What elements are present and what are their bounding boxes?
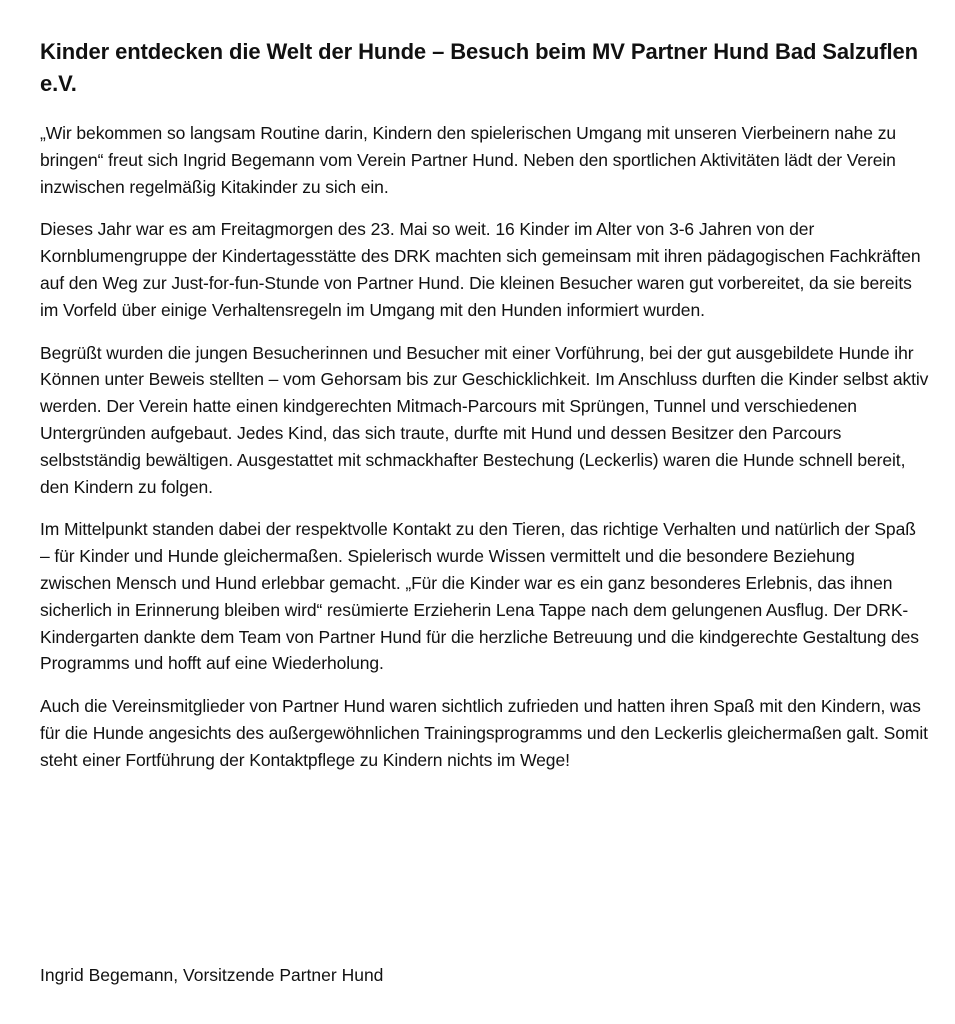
paragraph-visit: Dieses Jahr war es am Freitagmorgen des 23. Mai so weit. 16 Kinder im Alter von 3-6 Jahren von der Kornblumengruppe der Kindertagesstätte des DRK machten sich gemeinsam mit ihren pädagogischen Fachkräften auf den Weg zur Just-for-fun-Stunde von Partner Hund. Die kleinen Besucher waren gut vorbereitet, da sie bereits im Vorfeld über einige Verhaltensregeln im Umgang mit den Hunden informiert wurden. <box>40 219 921 320</box>
paragraph-closing: Auch die Vereinsmitglieder von Partner Hund waren sichtlich zufrieden und hatten ihren Spaß mit den Kindern, was für die Hunde angesichts des außergewöhnlichen Trainingsprogramms und den Leckerlis gleichermaßen galt. Somit steht einer Fortführung der Kontaktpflege zu Kindern nichts im Wege! <box>40 696 928 770</box>
paragraph-parcours: Begrüßt wurden die jungen Besucherinnen und Besucher mit einer Vorführung, bei der gut ausgebildete Hunde ihr Können unter Beweis stellten – vom Gehorsam bis zur Geschicklichkeit. Im Anschluss durften die Kinder selbst aktiv werden. Der Verein hatte einen kindgerechten Mitmach-Parcours mit Sprüngen, Tunnel und verschiedenen Untergründen aufgebaut. Jedes Kind, das sich traute, durfte mit Hund und dessen Besitzer den Parcours selbstständig bewältigen. Ausgestattet mit schmackhafter Bestechung (Leckerlis) waren die Hunde schnell bereit, den Kindern zu folgen. <box>40 342 929 497</box>
article <box>40 36 930 985</box>
paragraph-intro: „Wir bekommen so langsam Routine darin, Kindern den spielerischen Umgang mit unseren Vierbeinern nahe zu bringen“ freut sich Ingrid Begemann vom Verein Partner Hund. Neben den sportlichen Aktivitäten lädt der Verein inzwischen regelmäßig Kitakinder zu sich ein. <box>40 123 896 197</box>
author-signature: Ingrid Begemann, Vorsitzende Partner Hund <box>40 965 384 985</box>
paragraph-focus: Im Mittelpunkt standen dabei der respektvolle Kontakt zu den Tieren, das richtige Verhalten und natürlich der Spaß – für Kinder und Hunde gleichermaßen. Spielerisch wurde Wissen vermittelt und die besondere Beziehung zwischen Mensch und Hund erlebbar gemacht. „Für die Kinder war es ein ganz besonderes Erlebnis, das ihnen sicherlich in Erinnerung bleiben wird“ resümierte Erzieherin Lena Tappe nach dem gelungenen Ausflug. Der DRK-Kindergarten dankte dem Team von Partner Hund für die herzliche Betreuung und die kindgerechte Gestaltung des Programms und hofft auf eine Wiederholung. <box>40 519 919 674</box>
article-title: Kinder entdecken die Welt der Hunde – Besuch beim MV Partner Hund Bad Salzuflen e.V. <box>40 39 918 96</box>
